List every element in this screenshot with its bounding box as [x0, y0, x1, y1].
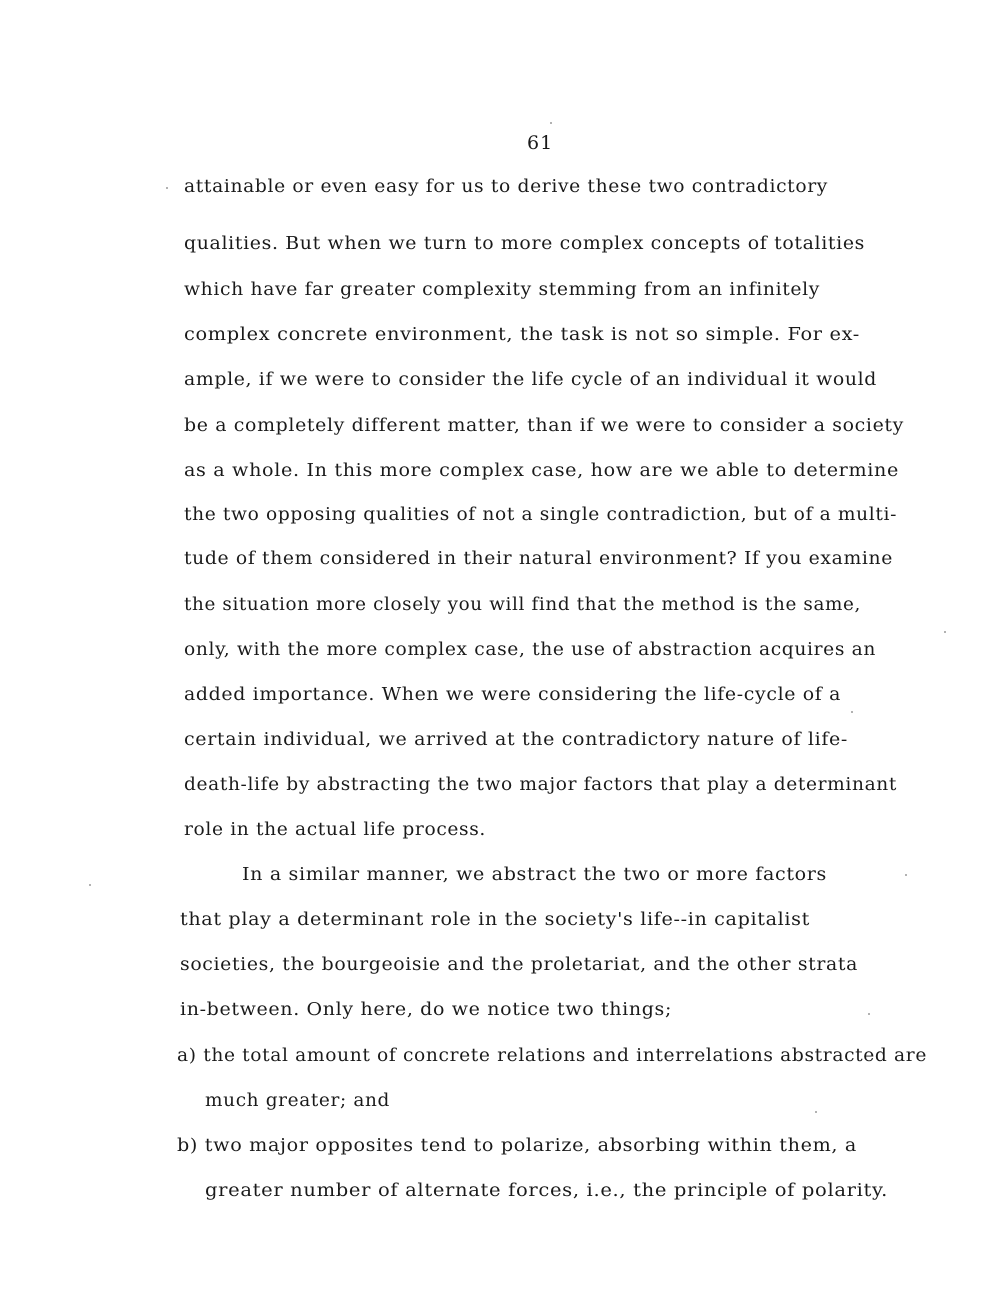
- scan-speck: [550, 122, 552, 124]
- text-line: in-between. Only here, do we notice two things;: [180, 1000, 672, 1020]
- text-line: certain individual, we arrived at the contradictory nature of life-: [184, 730, 848, 750]
- list-item-b: b) two major opposites tend to polarize, absorbing within them, a: [177, 1136, 857, 1156]
- list-item-a: a) the total amount of concrete relations and interrelations abstracted are: [177, 1046, 928, 1066]
- page-number: 61: [527, 132, 554, 154]
- scan-speck: [166, 187, 168, 189]
- text-line: that play a determinant role in the society's life--in capitalist: [180, 910, 810, 930]
- scan-speck: [944, 631, 946, 633]
- text-line: which have far greater complexity stemming from an infinitely: [184, 280, 821, 300]
- text-line: as a whole. In this more complex case, how are we able to determine: [184, 461, 899, 481]
- text-line: the situation more closely you will find that the method is the same,: [184, 595, 861, 615]
- text-line: be a completely different matter, than if we were to consider a society: [184, 416, 904, 436]
- text-line: qualities. But when we turn to more complex concepts of totalities: [184, 234, 865, 254]
- text-line: attainable or even easy for us to derive these two contradictory: [184, 177, 828, 197]
- scan-speck: [868, 1013, 870, 1015]
- text-line: death-life by abstracting the two major factors that play a determinant: [184, 775, 897, 795]
- text-line: ample, if we were to consider the life cycle of an individual it would: [184, 370, 877, 390]
- scan-speck: [905, 874, 907, 876]
- scan-speck: [89, 884, 91, 886]
- text-line: tude of them considered in their natural environment? If you examine: [184, 549, 893, 569]
- text-line: added importance. When we were considering the life-cycle of a: [184, 685, 841, 705]
- scan-speck: [815, 1111, 817, 1113]
- list-item-a-continuation: much greater; and: [205, 1091, 390, 1111]
- text-line: the two opposing qualities of not a single contradiction, but of a multi-: [184, 505, 897, 525]
- list-item-b-continuation: greater number of alternate forces, i.e., the principle of polarity.: [205, 1181, 888, 1201]
- scan-speck: [851, 711, 853, 713]
- text-line: societies, the bourgeoisie and the proletariat, and the other strata: [180, 955, 858, 975]
- text-line: complex concrete environment, the task is not so simple. For ex-: [184, 325, 860, 345]
- text-line: only, with the more complex case, the use of abstraction acquires an: [184, 640, 876, 660]
- text-line: role in the actual life process.: [184, 820, 486, 840]
- paragraph-start-line: In a similar manner, we abstract the two or more factors: [242, 865, 827, 885]
